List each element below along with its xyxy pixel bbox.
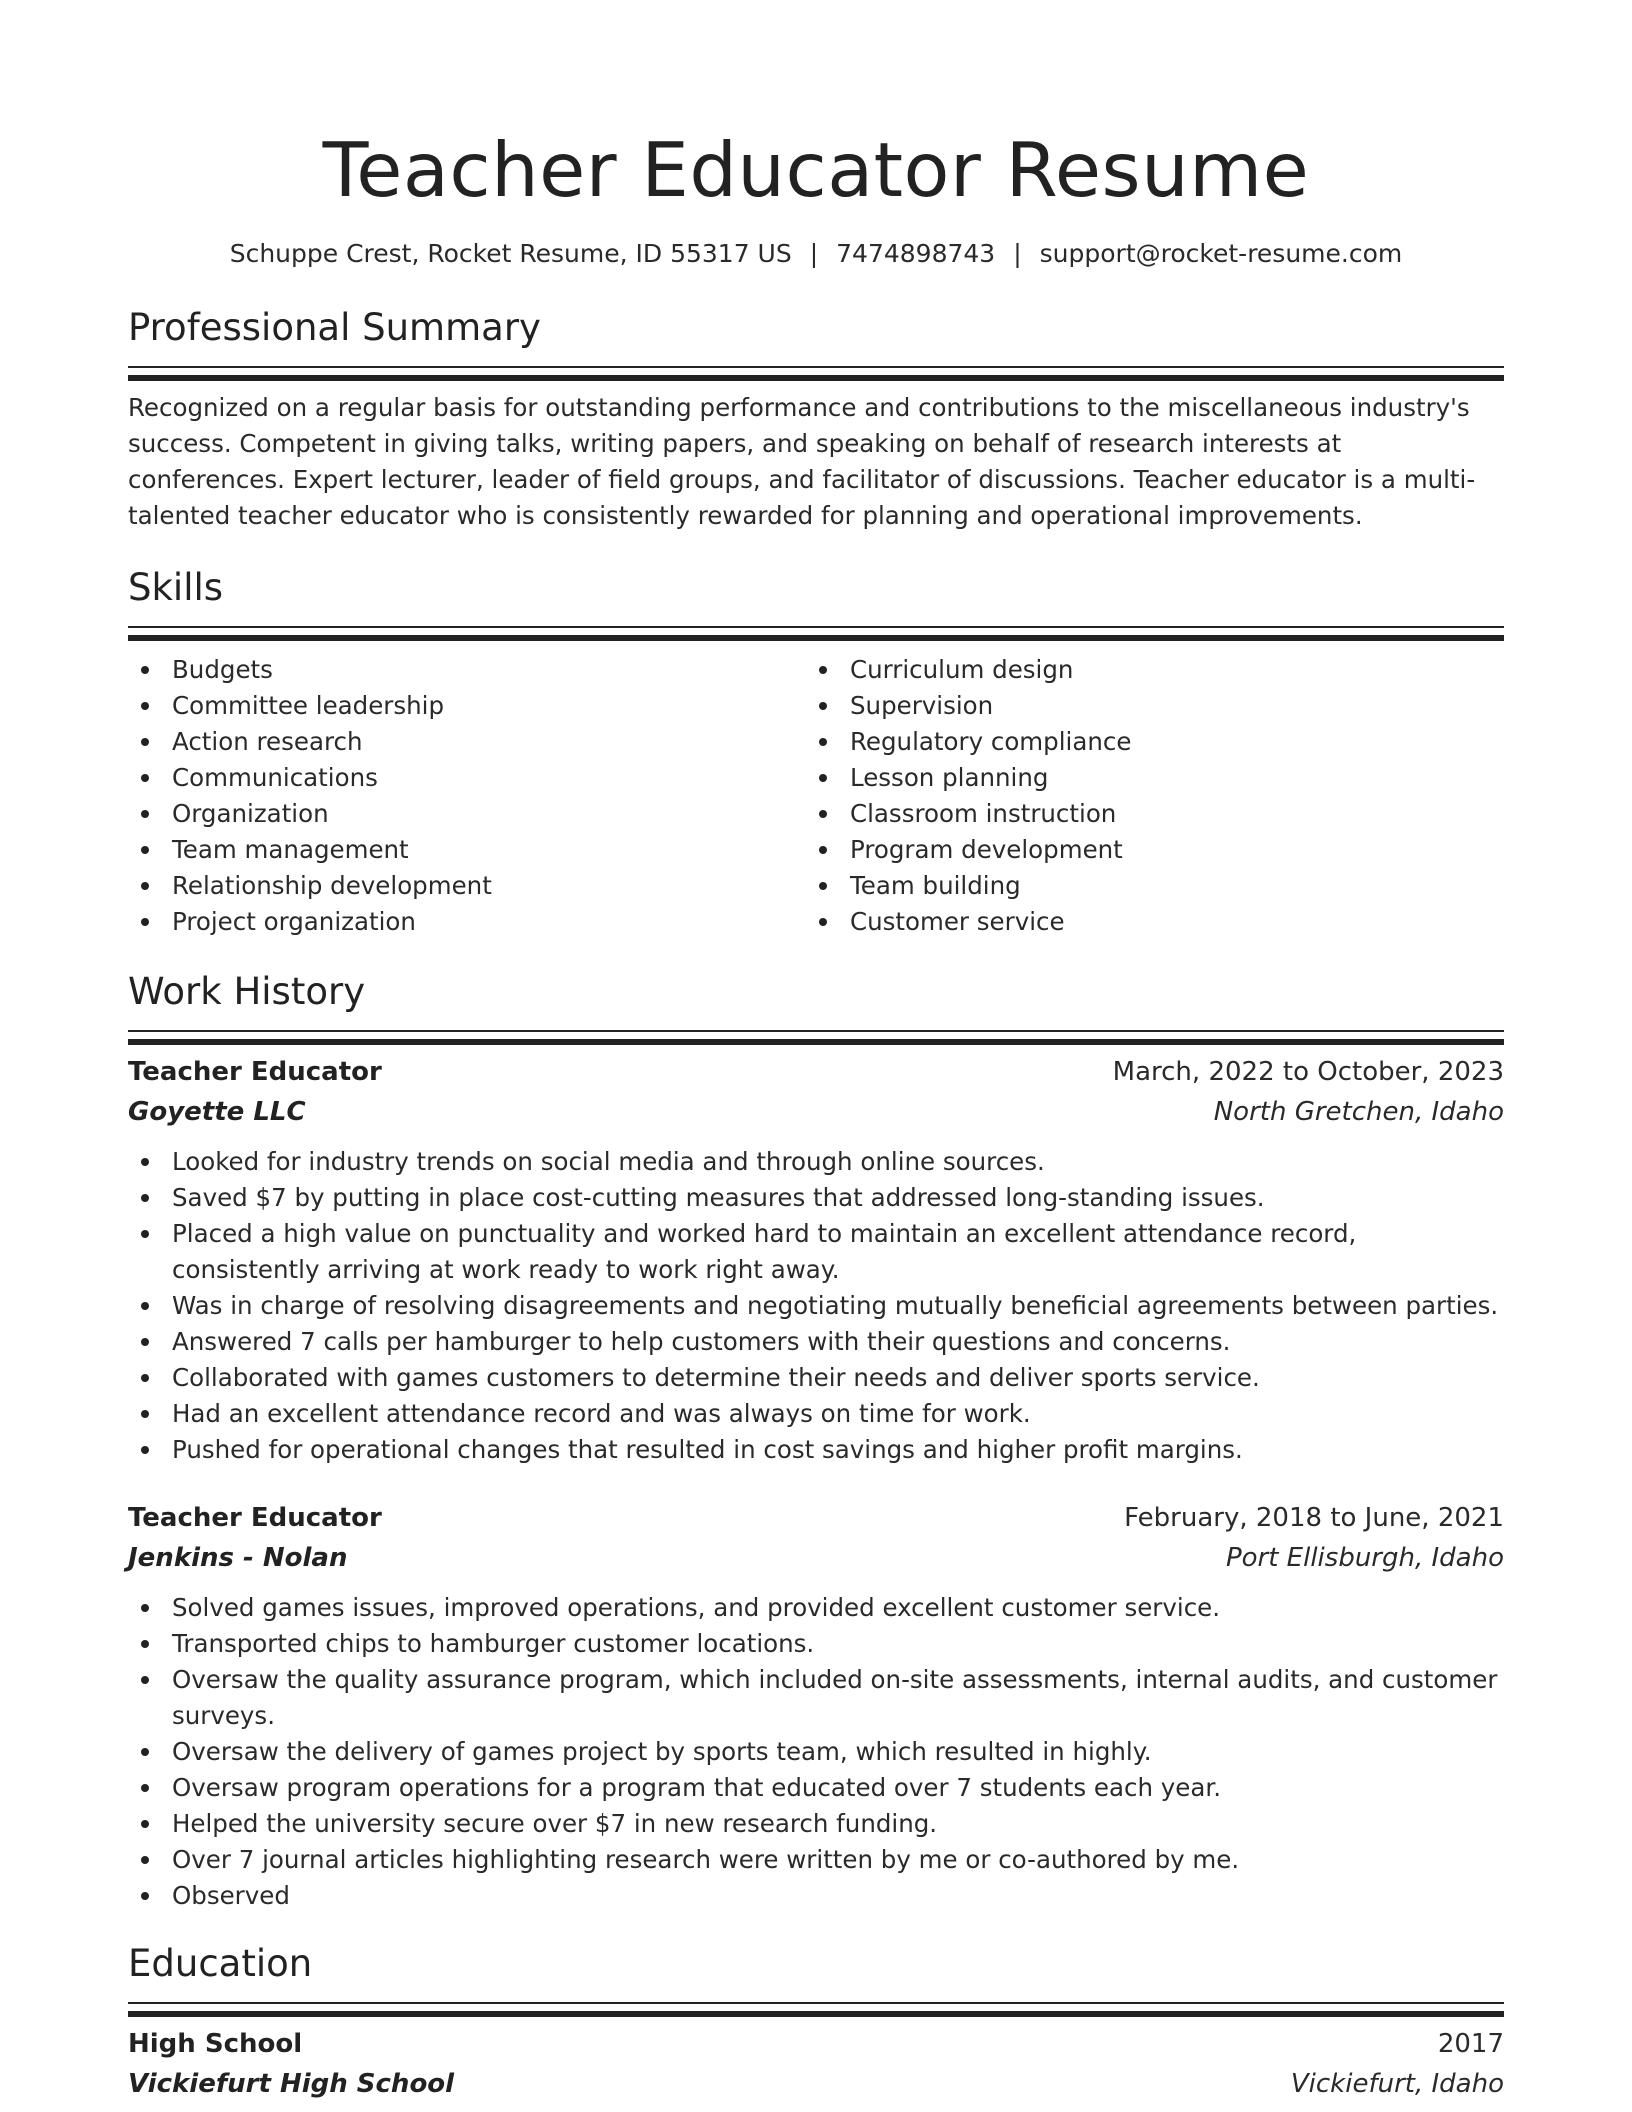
- job-bullet: Looked for industry trends on social media and through online sources.: [172, 1144, 1504, 1180]
- summary-section: [128, 304, 1504, 534]
- education-section: [128, 1940, 1504, 2104]
- job-dates: February, 2018 to June, 2021: [1124, 1503, 1504, 1533]
- contact-line: [128, 236, 1504, 272]
- job-bullet: Had an excellent attendance record and was always on time for work.: [172, 1396, 1504, 1432]
- section-heading-education: Education: [128, 1942, 313, 1985]
- section-divider: [128, 1030, 1504, 1050]
- job-bullet: Helped the university secure over $7 in new research funding.: [172, 1806, 1504, 1842]
- job-bullet: Pushed for operational changes that resulted in cost savings and higher profit margins.: [172, 1432, 1504, 1468]
- job-bullet: Oversaw the quality assurance program, which included on-site assessments, internal audits, and customer surveys.: [172, 1662, 1504, 1734]
- skill-item: Supervision: [850, 688, 1484, 724]
- job-entry: [128, 1052, 1504, 1468]
- skill-item: Program development: [850, 832, 1484, 868]
- education-year: 2017: [1437, 2029, 1504, 2059]
- work-history-section: [128, 968, 1504, 1914]
- education-degree: High School: [128, 2029, 303, 2059]
- section-heading-work: Work History: [128, 970, 366, 1013]
- skill-item: Relationship development: [172, 868, 806, 904]
- resume-page: [128, 0, 1504, 2104]
- skill-item: Customer service: [850, 904, 1484, 940]
- skills-section: [128, 564, 1504, 940]
- section-divider: [128, 2002, 1504, 2022]
- skill-item: Project organization: [172, 904, 806, 940]
- skill-item: Communications: [172, 760, 806, 796]
- resume-title: Teacher Educator Resume: [322, 126, 1310, 214]
- job-bullets: [128, 1590, 1504, 1914]
- job-bullet: Observed: [172, 1878, 1504, 1914]
- job-bullet: Oversaw the delivery of games project by sports team, which resulted in highly.: [172, 1734, 1504, 1770]
- education-location: Vickiefurt, Idaho: [1290, 2069, 1504, 2099]
- skills-column-right: [806, 652, 1484, 940]
- job-location: Port Ellisburgh, Idaho: [1225, 1543, 1504, 1573]
- contact-email: support@rocket-resume.com: [1039, 239, 1403, 268]
- contact-separator: |: [1013, 239, 1022, 268]
- contact-phone: 7474898743: [836, 239, 996, 268]
- skills-column-left: [128, 652, 806, 940]
- skills-grid: [128, 652, 1504, 940]
- skill-item: Organization: [172, 796, 806, 832]
- job-company: Jenkins - Nolan: [128, 1543, 348, 1573]
- skill-item: Curriculum design: [850, 652, 1484, 688]
- section-heading-summary: Professional Summary: [128, 306, 541, 349]
- section-divider: [128, 366, 1504, 386]
- skill-item: Lesson planning: [850, 760, 1484, 796]
- job-entry: [128, 1498, 1504, 1914]
- section-divider: [128, 626, 1504, 646]
- job-bullet: Oversaw program operations for a program that educated over 7 students each year.: [172, 1770, 1504, 1806]
- job-bullet: Transported chips to hamburger customer locations.: [172, 1626, 1504, 1662]
- job-bullet: Placed a high value on punctuality and worked hard to maintain an excellent attendance record, consistently arriving at work ready to work right away.: [172, 1216, 1504, 1288]
- skill-item: Budgets: [172, 652, 806, 688]
- job-bullet: Solved games issues, improved operations, and provided excellent customer service.: [172, 1590, 1504, 1626]
- job-bullet: Over 7 journal articles highlighting research were written by me or co-authored by me.: [172, 1842, 1504, 1878]
- skill-item: Team building: [850, 868, 1484, 904]
- skill-item: Classroom instruction: [850, 796, 1484, 832]
- section-heading-skills: Skills: [128, 566, 224, 609]
- skill-item: Team management: [172, 832, 806, 868]
- job-dates: March, 2022 to October, 2023: [1112, 1057, 1504, 1087]
- job-bullets: [128, 1144, 1504, 1468]
- job-company: Goyette LLC: [128, 1097, 306, 1127]
- contact-address: Schuppe Crest, Rocket Resume, ID 55317 US: [229, 239, 792, 268]
- job-bullet: Was in charge of resolving disagreements and negotiating mutually beneficial agreements between parties.: [172, 1288, 1504, 1324]
- job-bullet: Answered 7 calls per hamburger to help customers with their questions and concerns.: [172, 1324, 1504, 1360]
- skill-item: Committee leadership: [172, 688, 806, 724]
- summary-text: Recognized on a regular basis for outstanding performance and contributions to the miscellaneous industry's success. Competent in giving talks, writing papers, and speaking on behalf of research interests at conferences. Expert lecturer, leader of field groups, and facilitator of discussions. Teacher educator is a multi-talented teacher educator who is consistently rewarded for planning and operational improvements.: [128, 393, 1476, 530]
- education-school: Vickiefurt High School: [128, 2069, 455, 2099]
- job-location: North Gretchen, Idaho: [1213, 1097, 1504, 1127]
- job-title: Teacher Educator: [128, 1503, 382, 1533]
- skill-item: Action research: [172, 724, 806, 760]
- job-bullet: Saved $7 by putting in place cost-cutting measures that addressed long-standing issues.: [172, 1180, 1504, 1216]
- skill-item: Regulatory compliance: [850, 724, 1484, 760]
- contact-separator: |: [809, 239, 819, 268]
- job-bullet: Collaborated with games customers to determine their needs and deliver sports service.: [172, 1360, 1504, 1396]
- job-title: Teacher Educator: [128, 1057, 382, 1087]
